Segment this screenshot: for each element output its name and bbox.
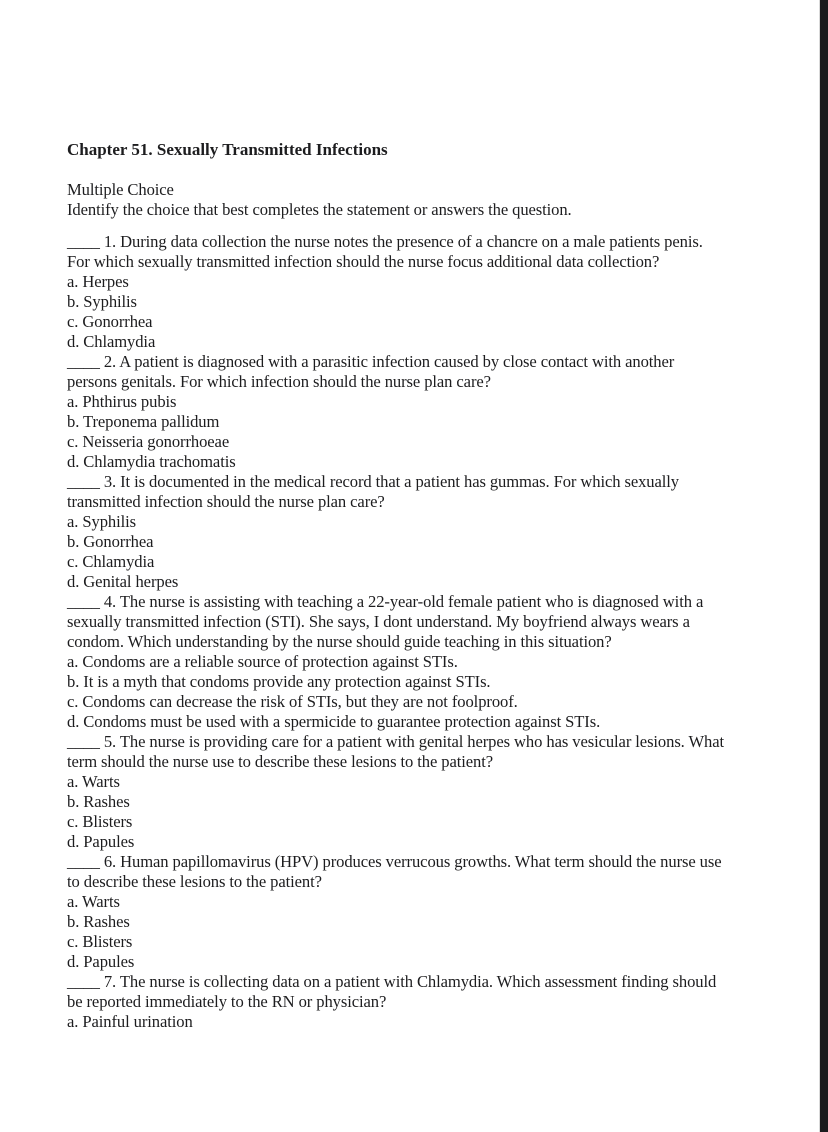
answer-option: d. Papules [67,832,135,851]
question-block-1 [67,232,809,352]
question-stem-continued: to describe these lesions to the patient? [67,872,322,891]
question-block-7 [67,972,809,1032]
answer-option: a. Warts [67,892,120,911]
answer-option: d. Condoms must be used with a spermicide to guarantee protection against STIs. [67,712,601,731]
question-stem-continued: For which sexually transmitted infection should the nurse focus additional data collection? [67,252,660,271]
section-heading: Multiple Choice [67,180,174,199]
answer-option: d. Genital herpes [67,572,179,591]
answer-option: a. Condoms are a reliable source of protection against STIs. [67,652,458,671]
question-stem: ____ 7. The nurse is collecting data on a patient with Chlamydia. Which assessment finding should [67,972,717,991]
answer-option: c. Chlamydia [67,552,155,571]
blank-line [67,160,809,180]
right-black-bar [820,0,828,1132]
answer-option: d. Chlamydia trachomatis [67,452,236,471]
question-block-4 [67,592,809,732]
page-content [67,140,809,1032]
question-block-5 [67,732,809,852]
question-block-6 [67,852,809,972]
question-stem: ____ 5. The nurse is providing care for a patient with genital herpes who has vesicular lesions. What [67,732,725,751]
answer-option: b. Gonorrhea [67,532,154,551]
questions-list [67,232,809,1032]
answer-option: c. Blisters [67,812,133,831]
question-stem-continued: transmitted infection should the nurse plan care? [67,492,385,511]
answer-option: a. Painful urination [67,1012,193,1031]
answer-option: a. Warts [67,772,120,791]
answer-option: c. Gonorrhea [67,312,153,331]
question-stem-continued: condom. Which understanding by the nurse should guide teaching in this situation? [67,632,612,651]
answer-option: c. Condoms can decrease the risk of STIs, but they are not foolproof. [67,692,518,711]
answer-option: b. Rashes [67,912,130,931]
answer-option: a. Syphilis [67,512,136,531]
question-stem: ____ 4. The nurse is assisting with teaching a 22-year-old female patient who is diagnosed with a [67,592,704,611]
answer-option: b. Rashes [67,792,130,811]
question-stem-continued: be reported immediately to the RN or physician? [67,992,387,1011]
answer-option: a. Herpes [67,272,129,291]
instruction-text: Identify the choice that best completes the statement or answers the question. [67,200,572,219]
answer-option: d. Papules [67,952,135,971]
spacer [67,220,809,232]
answer-option: a. Phthirus pubis [67,392,177,411]
question-stem: ____ 1. During data collection the nurse notes the presence of a chancre on a male patients penis. [67,232,703,251]
question-block-2 [67,352,809,472]
answer-option: b. Syphilis [67,292,137,311]
question-stem-continued: term should the nurse use to describe these lesions to the patient? [67,752,494,771]
question-stem: ____ 2. A patient is diagnosed with a parasitic infection caused by close contact with another [67,352,675,371]
question-stem-continued: persons genitals. For which infection should the nurse plan care? [67,372,491,391]
question-stem: ____ 6. Human papillomavirus (HPV) produces verrucous growths. What term should the nurse use [67,852,722,871]
answer-option: b. It is a myth that condoms provide any protection against STIs. [67,672,491,691]
question-block-3 [67,472,809,592]
answer-option: c. Neisseria gonorrhoeae [67,432,230,451]
answer-option: c. Blisters [67,932,133,951]
question-stem-continued: sexually transmitted infection (STI). She says, I dont understand. My boyfriend always wears a [67,612,690,631]
answer-option: b. Treponema pallidum [67,412,220,431]
answer-option: d. Chlamydia [67,332,156,351]
chapter-title: Chapter 51. Sexually Transmitted Infections [67,140,388,159]
question-stem: ____ 3. It is documented in the medical record that a patient has gummas. For which sexually [67,472,679,491]
